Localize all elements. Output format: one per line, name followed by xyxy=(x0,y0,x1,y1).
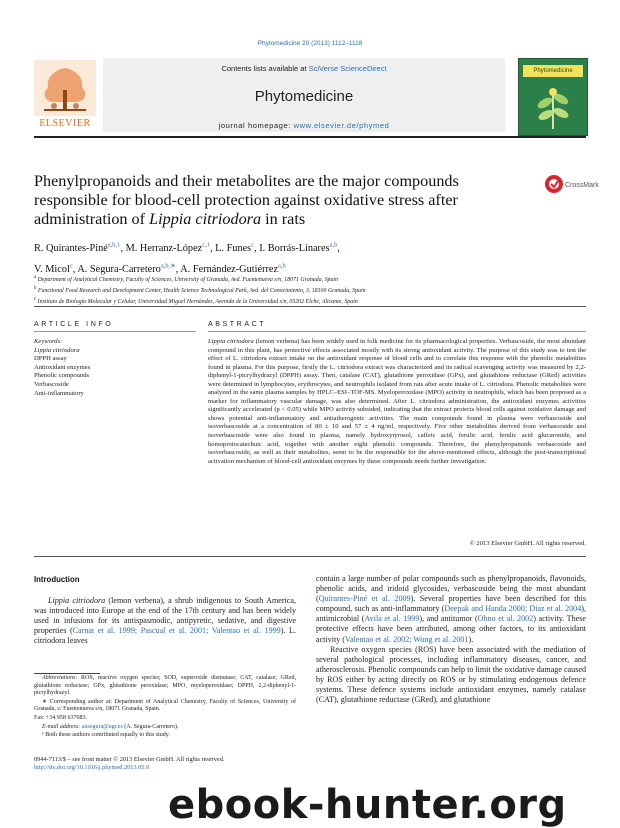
article-info-rule xyxy=(34,331,196,332)
author-name: M. Herranz-López xyxy=(125,243,203,255)
author-affiliation-marker[interactable]: c xyxy=(251,242,255,249)
author-name: V. Micol xyxy=(34,263,70,275)
copyright-notice: © 2013 Elsevier GmbH. All rights reserved. xyxy=(469,540,586,547)
plant-icon xyxy=(531,81,575,129)
section-rule xyxy=(34,306,586,307)
affiliation xyxy=(34,274,586,285)
crossmark-icon[interactable] xyxy=(544,172,599,200)
text-run: contain a large number of polar compounds such as phenylpropanoids, flavonoids, phenolic acids, and iridoid glycosides, verbascoside being the most abundant ( xyxy=(316,574,586,604)
keywords-block xyxy=(34,338,196,398)
author-separator: , xyxy=(120,243,126,255)
right-column xyxy=(316,574,586,705)
citation-link[interactable]: Carnat et al. 1999; Pascual et al. 2001; Valentao et al. 1999 xyxy=(72,626,281,636)
abbreviations-label: Abbreviations: xyxy=(42,675,78,681)
affiliation-text: Instituto de Biología Molecular y Celular, Universidad Miguel Hernández, Avenida de la Universidad s/n, 03202 Elche, Alicante, Spain xyxy=(36,298,358,305)
cover-title: Phytomedicine xyxy=(523,65,583,77)
abstract-body xyxy=(208,338,586,466)
author-name: I. Borrás-Linares xyxy=(259,243,330,255)
doi-link[interactable]: http://dx.doi.org/10.1016/j.phymed.2013.05.0 xyxy=(34,764,150,771)
author[interactable] xyxy=(215,243,259,254)
header-rule xyxy=(34,136,586,138)
author-separator: , xyxy=(72,263,78,275)
email-tail: (A. Segura-Carretero). xyxy=(122,723,179,730)
author-affiliation-marker[interactable]: c xyxy=(69,262,73,270)
intro-paragraph-1 xyxy=(34,596,296,646)
intro-paragraph-3: Reactive oxygen species (ROS) have been associated with the mediation of several pathological processes, including inflammatory diseases, cancer, and atherosclerosis. Phenolic compounds can help to limit the oxidative damage caused by ROS either by acting directly on ROS or by stimulating endogenous defence systems. These defence systems include antioxidant enzymes, namely catalase (CAT), glutathione reductase (GRed), and glutathione xyxy=(316,644,586,705)
text-run: ). xyxy=(468,634,474,644)
affiliation xyxy=(34,296,586,307)
corresponding-footnote: ∗ Corresponding author at: Department of Analytical Chemistry, Faculty of Sciences, University of Granada, c/ Fuentenueva s/n, 18071 Granada, Spain. xyxy=(34,698,296,713)
author-name: A. Segura-Carretero xyxy=(77,263,161,275)
intro-paragraph-2 xyxy=(316,574,586,645)
keywords-list xyxy=(34,347,196,399)
author-affiliation-marker[interactable]: a,b,1 xyxy=(107,242,121,249)
crossmark-label: CrossMark xyxy=(565,182,599,189)
keyword: Antioxidant enzymes xyxy=(34,363,91,371)
watermark-text: ebook-hunter.org xyxy=(168,782,567,828)
citation-link[interactable]: Quirantes-Piné et al. 2009 xyxy=(318,594,411,604)
author-affiliation-marker[interactable]: a,b,∗ xyxy=(160,262,176,270)
homepage-link[interactable]: www.elsevier.de/phymed xyxy=(293,121,390,130)
affiliation xyxy=(34,285,586,296)
fax-footnote: Fax: +34 958 637083. xyxy=(34,714,88,721)
text-run: ) activity. These protective effects have been attributed, among other factors, to its antioxidant activity ( xyxy=(316,614,587,644)
affiliation-text: Functional Food Research and Development Center, Health Science Technological Park, Avd. del Conocimiento, 3, 18100 Granada, Spain xyxy=(36,287,366,294)
affiliation-marker: b xyxy=(34,285,37,291)
email-label: E-mail address: xyxy=(42,723,81,730)
author-affiliation-marker[interactable]: a,b xyxy=(278,262,286,270)
introduction-heading: Introduction xyxy=(34,575,80,584)
publisher-name: ELSEVIER xyxy=(39,118,91,129)
affiliation-marker: a xyxy=(34,275,37,280)
keyword: Phenolic compounds xyxy=(34,372,90,380)
text-run: ), antimicrobial ( xyxy=(316,604,586,624)
homepage-prefix: journal homepage: xyxy=(218,121,294,130)
abbreviations-text: ROS, reactive oxygen species; SOD, superoxide dismutase; CAT, catalase; GRed, glutathione reductase; GPx, glutathione peroxidase; MPO, myeloperoxidase; DPPH, 2,2-diphenyl-1-picrylhydrazyl. xyxy=(34,675,296,697)
author-separator: , xyxy=(254,243,260,255)
email-link[interactable]: ansegura@ugr.es xyxy=(81,723,123,730)
abbreviations-footnote xyxy=(34,675,296,698)
author-separator: , xyxy=(209,243,216,255)
author-list xyxy=(34,237,586,278)
keyword: Verbascoside xyxy=(34,380,69,388)
keyword: Anti-inflammatory xyxy=(34,389,84,397)
elsevier-tree-logo-icon xyxy=(34,60,96,116)
author[interactable] xyxy=(126,243,216,254)
contents-prefix: Contents lists available at xyxy=(221,64,309,73)
author-name: L. Funes xyxy=(215,243,252,255)
intro-p1-text: (lemon verbena), a shrub indigenous to South America, was introduced into Europe at the end of the 17th century and has been widely used in infusions for its antispasmodic, antipyretic, sedative, and digestive properties ( xyxy=(34,596,296,636)
abstract-heading: ABSTRACT xyxy=(208,321,267,328)
affiliation-marker: c xyxy=(34,296,37,302)
journal-cover-image[interactable] xyxy=(518,58,588,136)
abstract-species: Lippia citriodora xyxy=(208,338,254,345)
footnote-rule xyxy=(34,673,100,674)
keyword: DPPH assay xyxy=(34,355,67,363)
author-separator: , xyxy=(337,243,340,255)
email-footnote xyxy=(34,724,296,732)
article-title xyxy=(34,172,524,229)
sciencedirect-link[interactable]: SciVerse ScienceDirect xyxy=(308,64,387,73)
keyword: Lippia citriodora xyxy=(34,346,80,354)
issn-block xyxy=(34,756,334,772)
citation-link[interactable]: Avila et al. 1999 xyxy=(364,614,420,624)
citation-link[interactable]: Deepak and Handa 2000; Diaz et al. 2004 xyxy=(444,604,582,614)
intro-species: Lippia citriodora xyxy=(48,596,106,605)
homepage-line xyxy=(103,121,505,130)
citation-link[interactable]: Valentao et al. 2002; Wong et al. 2001 xyxy=(345,634,469,644)
author-name: A. Fernández-Gutiérrez xyxy=(180,263,279,275)
abstract-rule xyxy=(208,331,586,332)
article-info-heading: ARTICLE INFO xyxy=(34,321,114,328)
author-name: R. Quirantes-Piné xyxy=(34,243,108,255)
text-run: ), and antitumor ( xyxy=(419,614,478,624)
author[interactable] xyxy=(34,243,126,254)
abstract-text: (lemon verbena) has been widely used in folk medicine for its pharmacological properties. Verbascoside, the most abundant compound in this plant, has protective effects associated mostly with its strong antioxidant activity. The purpose of this study was to test the effect of L. citriodora extract intake on the antioxidant response of blood cells and to correlate this response with the phenolic metabolites found in plasma. For this purpose, firstly the L. citriodora extract was characterized and its radical scavenging activity was measured by 2,2-diphenyl-1-picrylhydrazyl (DPPH) assay. Then, catalase (CAT), glutathione peroxidase (GPx), and glutathione reductase (GRed) activities were determined in lymphocytes, erythrocytes, and neutrophils isolated from rats after acute intake of L. citriodora. Phenolic metabolites were analyzed in the same plasma samples by HPLC–ESI–TOF-MS. Myeloperoxidase (MPO) activity in neutrophils, which has been proposed as a marker for inflammatory vascular damage, was also determined. After L. citriodora administration, the antioxidant enzymes activities significantly accelerated (p < 0.05) while MPO activity subsided, indicating that the extract protects blood cells against oxidative damage and shows potential anti-inflammatory and antiatherogenic activities. The main compounds found in plasma were verbascoside and isoverbascoside at a concentration of 80 ± 10 and 57 ± 4 ng/ml, respectively. Five other metabolites derived from verbascoside and isoverbascoside were also found in plasma, namely hydroxytyrosol, caffeic acid, ferulic acid, ferulic acid glucuronide, and homoprotocatechuic acid, together with another eight phenolic compounds. Therefore, the phenylpropanoids verbascoside and isoverbascoside, as well as their metabolites, seem to be the responsible for the above-mentioned effects, although the post-transcriptional activation mechanism of blood-cell antioxidant enzymes by these compounds needs further investigation. xyxy=(208,338,586,465)
equal-contribution-footnote: ¹ Both these authors contributed equally to this study. xyxy=(42,732,170,739)
affiliation-text: Department of Analytical Chemistry, Faculty of Sciences, University of Granada, Avd. Fuentenueva s/n, 18071 Granada, Spain xyxy=(36,276,338,283)
title-species: Lippia citriodora xyxy=(149,210,262,228)
title-part1: Phenylpropanoids and their metabolites are the major compounds responsible for blood-cell protection against oxidative stress after administration of xyxy=(34,172,459,228)
journal-name: Phytomedicine xyxy=(254,88,354,105)
intro-p1-tail: ). L. citriodora leaves xyxy=(34,626,297,646)
author[interactable] xyxy=(259,243,340,254)
text-run: ). Several properties have been described for this compound, such as anti-inflammatory ( xyxy=(316,594,587,614)
keywords-label: Keywords: xyxy=(34,338,63,345)
citation-link[interactable]: Ohno et al. 2002 xyxy=(477,614,534,624)
author-affiliation-marker[interactable]: a,b xyxy=(329,242,338,249)
author-affiliation-marker[interactable]: c,1 xyxy=(202,242,210,249)
journal-reference[interactable]: Phytomedicine 20 (2013) 1112–1118 xyxy=(257,40,363,47)
author-separator: , xyxy=(175,263,181,275)
affiliation-list xyxy=(34,274,586,306)
abstract-bottom-rule xyxy=(34,556,586,557)
contents-line xyxy=(103,64,505,73)
footnotes xyxy=(34,675,296,741)
issn-line: 0944-7113/$ – see front matter © 2013 Elsevier GmbH. All rights reserved. xyxy=(34,756,225,763)
title-part2: in rats xyxy=(261,210,306,228)
